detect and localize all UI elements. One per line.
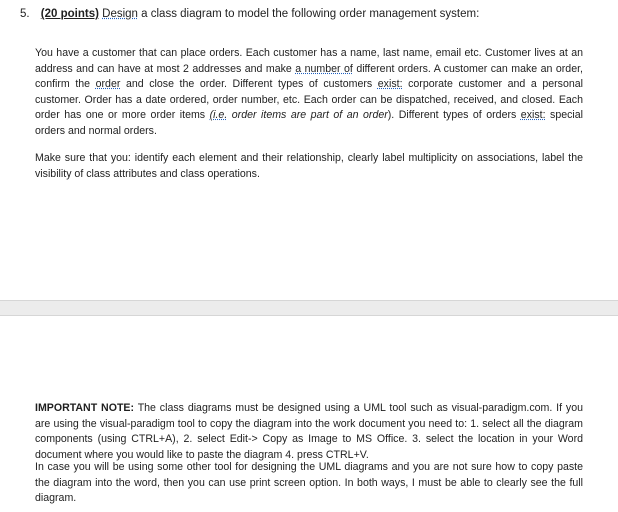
scenario-text-4: order	[95, 78, 121, 90]
question-prompt: a class diagram to model the following order management system:	[137, 8, 480, 20]
important-note-label: IMPORTANT NOTE:	[35, 402, 135, 414]
instructions-paragraph: Make sure that you: identify each element and their relationship, clearly label multiplicity on associations, label the visibility of class attributes and class operations.	[35, 152, 583, 180]
important-note	[35, 401, 583, 463]
scenario-text-2: a number of	[295, 62, 353, 75]
scenario-text-9: order items are part of an order	[227, 109, 388, 121]
important-note-body: The class diagrams must be designed using a UML tool such as visual-paradigm.com. If you are using the visual-paradigm tool to copy the diagram into the work document you need to: 1. select all the diagram components (using CTRL+A), 2. select Edit-> Copy as Image to MS Office. 3. select the location in your Word document where you would like to paste the diagram 4. press CTRL+V.	[35, 402, 583, 461]
question-verb: Design	[102, 8, 138, 20]
question-points: (20 points)	[40, 8, 99, 20]
question-header	[20, 7, 479, 22]
scenario-text-12: special orders and normal orders.	[35, 109, 584, 137]
scenario-text-1: You have a customer that can place orders. Each customer has a name, last name, email etc. Customer lives at an address and can have at most 2 addresses and make	[35, 47, 583, 75]
question-number: 5.	[20, 8, 30, 20]
scenario-text-6: exist:	[377, 78, 403, 90]
scenario-text-10: ). Different types of orders	[387, 109, 521, 121]
scenario-text-7: corporate customer and a personal customer. Order has a date ordered, order number, etc. Each order can be dispatched, received, and closed. Each order has one or more order items	[35, 78, 583, 121]
scenario-text-11: exist:	[520, 109, 546, 121]
page-break-band	[0, 300, 618, 316]
scenario-paragraph	[35, 46, 583, 139]
important-note-followup: In case you will be using some other tool for designing the UML diagrams and you are not sure how to copy paste the diagram into the word, then you can use print screen option. In both ways, I must be able to clearly see the full diagram.	[35, 461, 583, 504]
scenario-text-3: different orders. A customer can make an order, confirm the	[35, 62, 583, 90]
scenario-text-5: and close the order. Different types of customers	[120, 78, 378, 90]
scenario-text-8: (i.e.	[209, 109, 228, 121]
